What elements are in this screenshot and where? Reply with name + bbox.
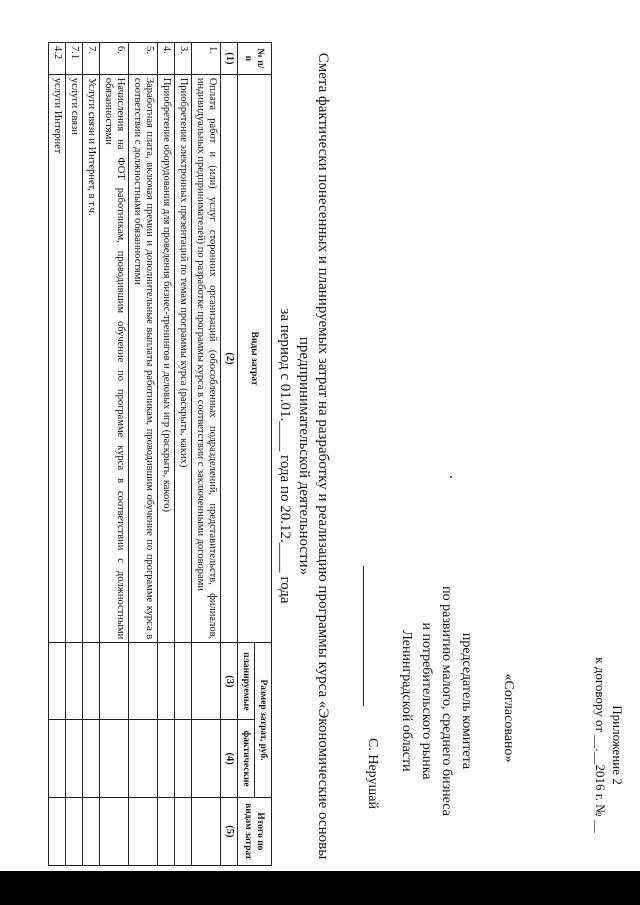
total-cell	[49, 797, 66, 865]
header-size: Размер затрат, руб.	[255, 643, 272, 798]
document-title	[275, 46, 332, 866]
column-number: (2)	[221, 74, 238, 642]
actual-cell	[83, 720, 100, 797]
table-row	[192, 43, 221, 866]
cost-table	[48, 42, 272, 866]
total-cell	[158, 797, 175, 865]
planned-cell	[83, 643, 100, 720]
column-number: (3)	[221, 643, 238, 720]
planned-cell	[49, 643, 66, 720]
column-number: (1)	[221, 43, 238, 75]
row-name: Приобретение электронных презентаций по темам программы курса (раскрыть, каких)	[175, 74, 192, 642]
header-total: Итого по видам затрат	[238, 797, 272, 865]
appendix-contract-ref: к договору от __.__2016 г. № __	[593, 657, 608, 833]
title-period: за период с 01.01.____ года по 20.12.____ года	[277, 308, 293, 604]
planned-cell	[66, 643, 83, 720]
table-row	[175, 43, 192, 866]
header-num: № п/п	[238, 43, 272, 75]
header-planned: планируемые	[238, 643, 255, 720]
actual-cell	[192, 720, 221, 797]
row-name: Услуги связи и Интернет, в т.ч.	[83, 74, 100, 642]
chair-line: и потребительского рынка	[419, 622, 434, 780]
chair-line: Ленинградской области	[399, 630, 414, 772]
actual-cell	[175, 720, 192, 797]
actual-cell	[49, 720, 66, 797]
table-row	[49, 43, 66, 866]
appendix-title: Приложение 2	[610, 705, 625, 785]
agreed-label: «Согласовано»	[501, 673, 516, 763]
planned-cell	[158, 643, 175, 720]
table-row	[83, 43, 100, 866]
signature-line	[363, 566, 364, 706]
row-num: 5.	[129, 43, 158, 75]
row-num: 7.1	[66, 43, 83, 75]
planned-cell	[129, 643, 158, 720]
chair-line: по развитию малого, среднего бизнеса	[439, 586, 454, 816]
planned-cell	[175, 643, 192, 720]
row-num: 4.	[158, 43, 175, 75]
row-num: 1.	[192, 43, 221, 75]
scan-speck	[450, 476, 452, 478]
row-num: 3.	[175, 43, 192, 75]
row-name: Оплата работ и (или) услуг сторонних организаций (обособленных подразделений, представительств, филиалов, индивидуальных предпринимателей) по разработке программы курса в соответствии с заключенными договорами	[192, 74, 221, 642]
chair-line: председатель комитета	[459, 632, 474, 770]
total-cell	[83, 797, 100, 865]
actual-cell	[129, 720, 158, 797]
row-num: 4.2	[49, 43, 66, 75]
column-number: (5)	[221, 797, 238, 865]
total-cell	[192, 797, 221, 865]
total-cell	[175, 797, 192, 865]
rotated-document	[2, 6, 632, 866]
row-name: услуги связи	[66, 74, 83, 642]
total-cell	[129, 797, 158, 865]
row-num: 6.	[100, 43, 129, 75]
actual-cell	[158, 720, 175, 797]
header-actual: фактические	[238, 720, 255, 797]
title-line: предпринимательской деятельности»	[296, 336, 312, 576]
table-row	[129, 43, 158, 866]
table-row	[100, 43, 129, 866]
actual-cell	[100, 720, 129, 797]
column-number-row	[221, 43, 238, 866]
row-name: Приобретение оборудования для проведения бизнес-тренингов и деловых игр (раскрыть, какого)	[158, 74, 175, 642]
actual-cell	[66, 720, 83, 797]
total-cell	[100, 797, 129, 865]
header-row	[255, 43, 272, 866]
column-number: (4)	[221, 720, 238, 797]
signature-name: С. Нерушай	[365, 738, 380, 809]
table-row	[66, 43, 83, 866]
planned-cell	[100, 643, 129, 720]
header-type: Виды затрат	[238, 74, 272, 642]
total-cell	[66, 797, 83, 865]
table-row	[158, 43, 175, 866]
row-name: Заработная плата, включая премии и дополнительные выплаты работникам, проводившим обучение по программе курса в соответствии с должностными обязанностями	[129, 74, 158, 642]
row-name: услуги Интернет	[49, 74, 66, 642]
planned-cell	[192, 643, 221, 720]
chair-title	[396, 566, 476, 836]
title-line: Смета фактически понесенных и планируемых затрат на разработку и реализацию программы курса «Экономические основы	[315, 52, 331, 860]
row-name: Начисления на ФОТ работникам, проводившим обучение по программе курса в соответствии с должностными обязанностями	[100, 74, 129, 642]
row-num: 7.	[83, 43, 100, 75]
appendix-block	[592, 650, 626, 840]
